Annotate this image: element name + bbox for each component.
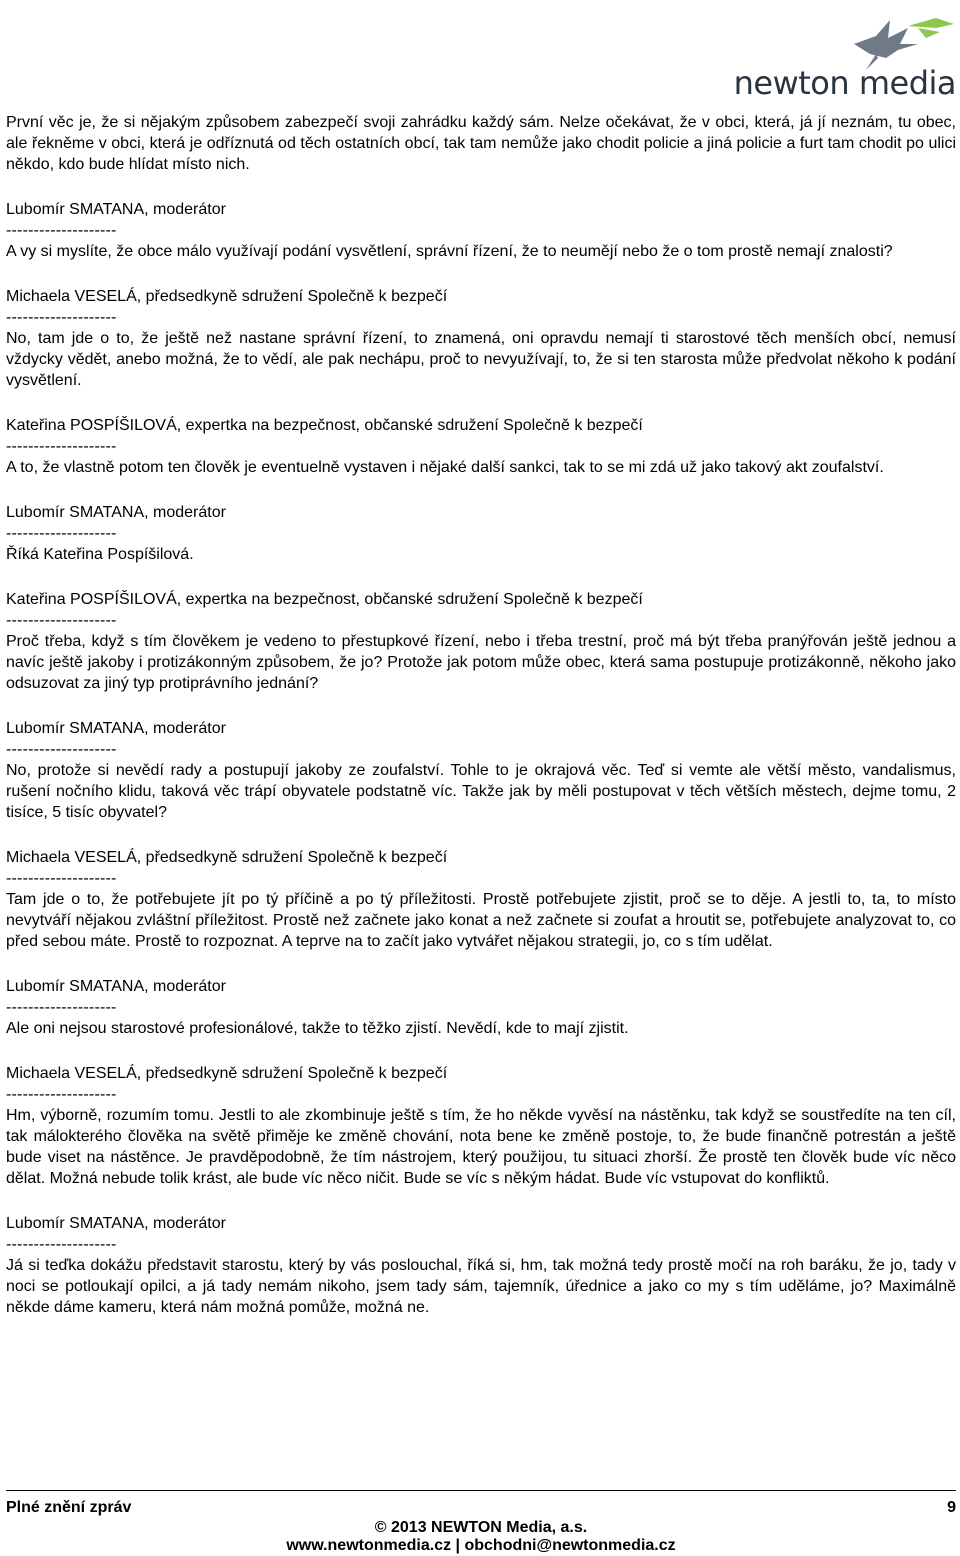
separator-line: -------------------- [6,222,117,239]
dialogue-block [6,1063,956,1189]
speech-text: Proč třeba, když s tím člověkem je vedeno to přestupkové řízení, nebo i třeba trestní, proč má být třeba pranýřován ještě jednou a navíc ještě jakoby i protizákonným způsobem, že jo? Protože jak potom může obec, která sama postupuje protizákonně, někoho jako odsuzovat za jiný typ protiprávního jednání? [6,633,956,692]
separator-line: -------------------- [6,870,117,887]
speech-text: Tam jde o to, že potřebujete jít po tý příčině a po tý příležitosti. Prostě potřebujete zjistit, proč se to děje. A jestli to, ta, to místo nevytváří nějakou zvláštní příležitost. Prostě než začnete jako konat a než začnete si zoufat a hroutit se, potřebujete analyzovat to, co před sebou máte. Prostě to rozpoznat. A teprve na to začít jako vytvářet nějakou strategii, jo, co s tím udělat. [6,891,956,950]
dialogue-block [6,286,956,391]
dialogue-block [6,1213,956,1318]
speaker-name: Lubomír SMATANA, moderátor [6,720,226,737]
dialogue-block [6,847,956,952]
speech-text: No, tam jde o to, že ještě než nastane správní řízení, to znamená, oni opravdu nemají ti starostové těch menších obcí, nemusí vždycky vědět, anebo možná, že to vědí, ale pak nechápu, proč to nevyužívají, to, že si ten starosta může předvolat někoho k podání vysvětlení. [6,330,956,389]
page-footer [6,1490,956,1554]
logo-text: newton media [733,64,956,102]
speaker-name: Lubomír SMATANA, moderátor [6,1215,226,1232]
speech-text: Ale oni nejsou starostové profesionálové, takže to těžko zjistí. Nevědí, kde to mají zjistit. [6,1020,629,1037]
separator-line: -------------------- [6,999,117,1016]
separator-line: -------------------- [6,309,117,326]
speaker-name: Kateřina POSPÍŠILOVÁ, expertka na bezpečnost, občanské sdružení Společně k bezpečí [6,417,643,434]
speaker-name: Lubomír SMATANA, moderátor [6,201,226,218]
dialogue-block [6,976,956,1039]
speech-text: Říká Kateřina Pospíšilová. [6,546,194,563]
speaker-name: Kateřina POSPÍŠILOVÁ, expertka na bezpečnost, občanské sdružení Společně k bezpečí [6,591,643,608]
speaker-name: Michaela VESELÁ, předsedkyně sdružení Společně k bezpečí [6,849,448,866]
dialogue-block [6,502,956,565]
separator-line: -------------------- [6,438,117,455]
speech-text: A to, že vlastně potom ten člověk je eventuelně vystaven i nějaké další sankci, tak to se mi zdá už jako takový akt zoufalství. [6,459,884,476]
speaker-name: Lubomír SMATANA, moderátor [6,978,226,995]
newton-media-logo [733,14,958,102]
speaker-name: Michaela VESELÁ, předsedkyně sdružení Společně k bezpečí [6,288,448,305]
separator-line: -------------------- [6,741,117,758]
dialogue-blocks [6,199,956,1318]
intro-paragraph: První věc je, že si nějakým způsobem zabezpečí svoji zahrádku každý sám. Nelze očekávat, že v obci, která, já jí neznám, tu obec, ale řekněme v obci, která je odříznutá od těch ostatních obcí, tak tam nemůže jako chodit policie a jiná policie a furt tam chodit po ulici někdo, kdo bude hlídat místo nich. [6,114,956,173]
page-number: 9 [947,1499,956,1516]
footer-copyright: © 2013 NEWTON Media, a.s. [374,1519,588,1536]
speech-text: No, protože si nevědí rady a postupují jakoby ze zoufalství. Tohle to je okrajová věc. Teď si vemte ale větší město, vandalismus, rušení nočního klidu, taková věc trápí obyvatele podstatně víc. Takže jak by měli postupovat v těch větších městech, dejme tomu, 2 tisíce, 5 tisíc obyvatel? [6,762,956,821]
speaker-name: Lubomír SMATANA, moderátor [6,504,226,521]
speech-text: Já si teďka dokážu představit starostu, který by vás poslouchal, říká si, hm, tak možná tedy prostě močí na roh baráku, že jo, tady v noci se potloukají opilci, a já tady nemám nikoho, jsem tady sám, tajemník, úřednice a jako co my s tím uděláme, jo? Maximálně někde dáme kameru, která nám možná pomůže, možná ne. [6,1257,956,1316]
speaker-name: Michaela VESELÁ, předsedkyně sdružení Společně k bezpečí [6,1065,448,1082]
dialogue-block [6,415,956,478]
speech-text: A vy si myslíte, že obce málo využívají podání vysvětlení, správní řízení, že to neumějí nebo že o tom prostě nemají znalosti? [6,243,893,260]
separator-line: -------------------- [6,1236,117,1253]
footer-title: Plné znění zpráv [6,1499,132,1516]
speech-text: Hm, výborně, rozumím tomu. Jestli to ale zkombinuje ještě s tím, že ho někde vyvěsí na nástěnku, tak když se soustředíte na ten cíl, tak málokterého člověka na světě přiměje ke změně chování, nota bene ke změně postoje, to, že bude finančně potrestán a ještě bude viset na nástěnce. Je pravděpodobně, že tím nástrojem, který použijou, tu situaci zhorší. Že prostě ten člověk bude víc něco dělat. Možná nebude tolik krást, ale bude víc něco ničit. Bude se víc s někým hádat. Bude víc vstupovat do konfliktů. [6,1107,956,1187]
separator-line: -------------------- [6,1086,117,1103]
footer-contact: www.newtonmedia.cz | obchodni@newtonmedia.cz [286,1537,676,1554]
dialogue-block [6,199,956,262]
dialogue-block [6,589,956,694]
separator-line: -------------------- [6,612,117,629]
separator-line: -------------------- [6,525,117,542]
dialogue-block [6,718,956,823]
transcript [6,112,956,1342]
